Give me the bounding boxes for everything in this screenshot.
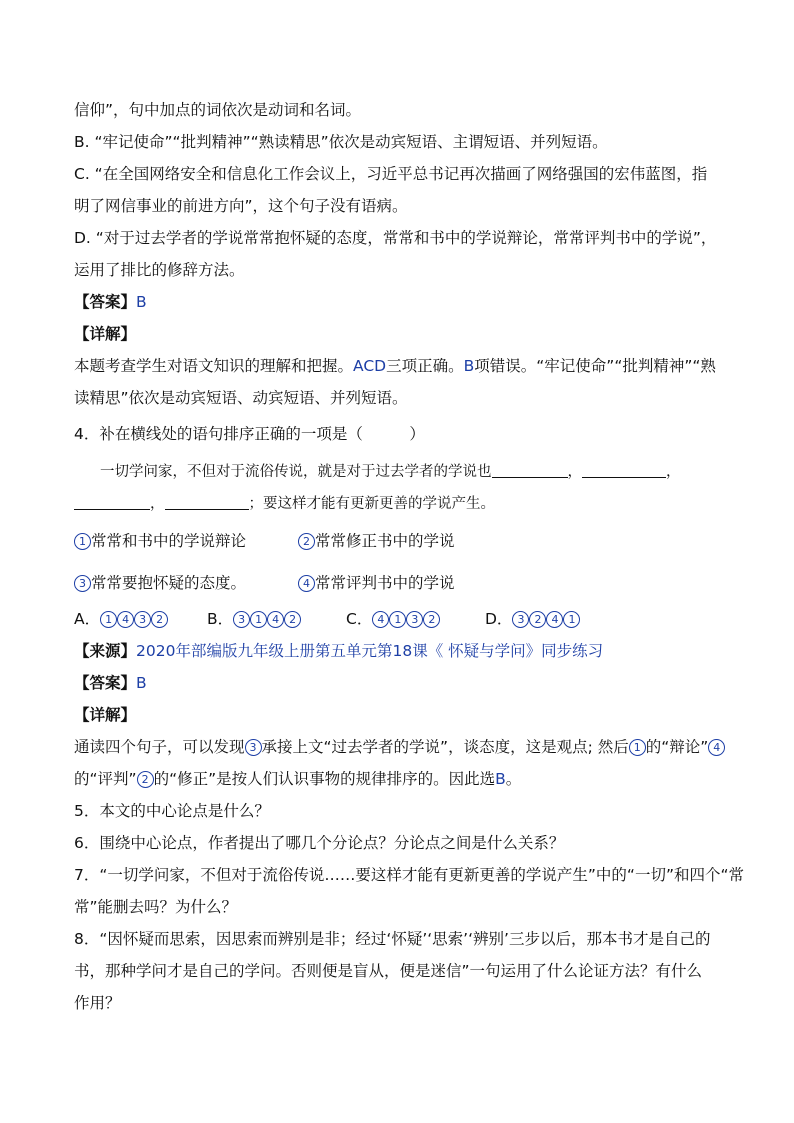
circled-number: 3 bbox=[245, 739, 262, 756]
comma: ， bbox=[567, 464, 582, 480]
q3-answer bbox=[74, 292, 147, 312]
circled-number: 2 bbox=[284, 611, 301, 628]
text: 的“辩论” bbox=[645, 738, 709, 756]
text: 项错误。“牢记使命”“批判精神”“熟 bbox=[474, 357, 716, 375]
q4-answer bbox=[74, 673, 147, 693]
circled-number: 2 bbox=[423, 611, 440, 628]
fill-blank-4 bbox=[165, 494, 249, 510]
source-text: 年部编版九年级上册第五单元第 bbox=[175, 642, 393, 660]
q4-detail-line1 bbox=[74, 737, 725, 757]
q3-detail-line2: 读精思”依次是动宾短语、动宾短语、并列短语。 bbox=[74, 389, 408, 407]
circled-number: 1 bbox=[250, 611, 267, 628]
circled-number: 4 bbox=[372, 611, 389, 628]
q7-line1: 7．“一切学问家，不但对于流俗传说……要这样才能有更新更善的学说产生”中的“一切”和四个“常 bbox=[74, 866, 745, 884]
sentence-2 bbox=[298, 531, 455, 551]
q3-line-a-end: 信仰”，句中加点的词依次是动词和名词。 bbox=[74, 101, 362, 119]
sentence-1 bbox=[74, 531, 246, 551]
q4-source bbox=[74, 641, 603, 661]
q4-option-a bbox=[74, 609, 168, 629]
option-label: D． bbox=[485, 610, 513, 628]
q4-passage-line2 bbox=[74, 494, 495, 514]
q4-option-d bbox=[485, 609, 580, 629]
text: 的“修正”是按人们认识事物的规律排序的。因此选 bbox=[153, 770, 496, 788]
circled-number: 1 bbox=[563, 611, 580, 628]
circled-number: 4 bbox=[267, 611, 284, 628]
text: 本题考查学生对语文知识的理解和把握。 bbox=[74, 357, 354, 375]
text: 承接上文“过去学者的学说”，谈态度，这是观点; 然后 bbox=[261, 738, 629, 756]
q4-detail-line2 bbox=[74, 769, 521, 789]
fill-blank-3 bbox=[74, 494, 150, 510]
q4-stem: 4．补在横线处的语句排序正确的一项是（ ） bbox=[74, 425, 425, 443]
circled-number: 4 bbox=[546, 611, 563, 628]
circled-number: 4 bbox=[117, 611, 134, 628]
circled-number: 2 bbox=[137, 771, 154, 788]
answer-value: B bbox=[136, 674, 147, 692]
circled-number: 1 bbox=[74, 533, 91, 550]
source-text: 18 bbox=[392, 642, 413, 660]
source-text: 2020 bbox=[136, 642, 176, 660]
q6: 6．围绕中心论点，作者提出了哪几个分论点？分论点之间是什么关系？ bbox=[74, 834, 565, 852]
text: 。 bbox=[505, 770, 522, 788]
circled-number: 2 bbox=[529, 611, 546, 628]
q5: 5．本文的中心论点是什么？ bbox=[74, 802, 270, 820]
passage-text: ；要这样才能有更新更善的学说产生。 bbox=[248, 496, 495, 512]
sentence-4 bbox=[298, 573, 455, 593]
q4-passage-line1 bbox=[100, 462, 681, 482]
q3-option-c-line2: 明了网信事业的前进方向”，这个句子没有语病。 bbox=[74, 197, 408, 215]
answer-label: 【答案】 bbox=[74, 674, 137, 692]
circled-number: 3 bbox=[406, 611, 423, 628]
circled-number: 3 bbox=[74, 575, 91, 592]
option-label: B． bbox=[207, 610, 234, 628]
q8-line2: 书，那种学问才是自己的学问。否则便是盲从，便是迷信”一句运用了什么论证方法？有什么 bbox=[74, 962, 703, 980]
option-label: A． bbox=[74, 610, 101, 628]
circled-number: 1 bbox=[389, 611, 406, 628]
passage-text: 一切学问家，不但对于流俗传说，就是对于过去学者的学说也 bbox=[100, 464, 492, 480]
q3-option-b: B. “牢记使命”“批判精神”“熟读精思”依次是动宾短语、主谓短语、并列短语。 bbox=[74, 133, 608, 151]
q3-detail-label: 【详解】 bbox=[74, 325, 137, 343]
text: 通读四个句子，可以发现 bbox=[74, 738, 245, 756]
fill-blank-1 bbox=[492, 462, 568, 478]
sentence-3 bbox=[74, 573, 246, 593]
circled-number: 4 bbox=[298, 575, 315, 592]
text: 的“评判” bbox=[74, 770, 137, 788]
q4-detail-label: 【详解】 bbox=[74, 706, 137, 724]
text: B bbox=[463, 357, 475, 375]
source-text: 课《 怀疑与学问》同步练习 bbox=[412, 642, 604, 660]
circled-number: 2 bbox=[151, 611, 168, 628]
q8-line1: 8．“因怀疑而思索，因思索而辨别是非；经过‘怀疑’‘思索’‘辨别’三步以后，那本书才是自己的 bbox=[74, 930, 711, 948]
text: B bbox=[495, 770, 506, 788]
q4-option-c bbox=[346, 609, 440, 629]
q7-line2: 常”能删去吗？为什么？ bbox=[74, 898, 238, 916]
q3-detail-line1 bbox=[74, 356, 716, 376]
sentence-text: 常常评判书中的学说 bbox=[315, 574, 455, 592]
comma: ， bbox=[666, 464, 681, 480]
text: 三项正确。 bbox=[386, 357, 464, 375]
circled-number: 1 bbox=[100, 611, 117, 628]
sentence-text: 常常要抱怀疑的态度。 bbox=[91, 574, 247, 592]
source-label: 【来源】 bbox=[74, 642, 137, 660]
q3-option-d-line2: 运用了排比的修辞方法。 bbox=[74, 261, 245, 279]
q8-line3: 作用？ bbox=[74, 994, 121, 1012]
q4-option-b bbox=[207, 609, 301, 629]
answer-label: 【答案】 bbox=[74, 293, 137, 311]
answer-value: B bbox=[136, 293, 147, 311]
text: ACD bbox=[353, 357, 387, 375]
fill-blank-2 bbox=[582, 462, 666, 478]
circled-number: 1 bbox=[629, 739, 646, 756]
circled-number: 3 bbox=[233, 611, 250, 628]
circled-number: 4 bbox=[708, 739, 725, 756]
q3-option-d-line1: D. “对于过去学者的学说常常抱怀疑的态度，常常和书中的学说辩论，常常评判书中的学说”， bbox=[74, 229, 717, 247]
circled-number: 3 bbox=[134, 611, 151, 628]
sentence-text: 常常修正书中的学说 bbox=[315, 532, 455, 550]
q3-option-c-line1: C. “在全国网络安全和信息化工作会议上，习近平总书记再次描画了网络强国的宏伟蓝图，指 bbox=[74, 165, 708, 183]
option-label: C． bbox=[346, 610, 373, 628]
comma: ， bbox=[150, 496, 165, 512]
circled-number: 3 bbox=[512, 611, 529, 628]
circled-number: 2 bbox=[298, 533, 315, 550]
sentence-text: 常常和书中的学说辩论 bbox=[91, 532, 247, 550]
